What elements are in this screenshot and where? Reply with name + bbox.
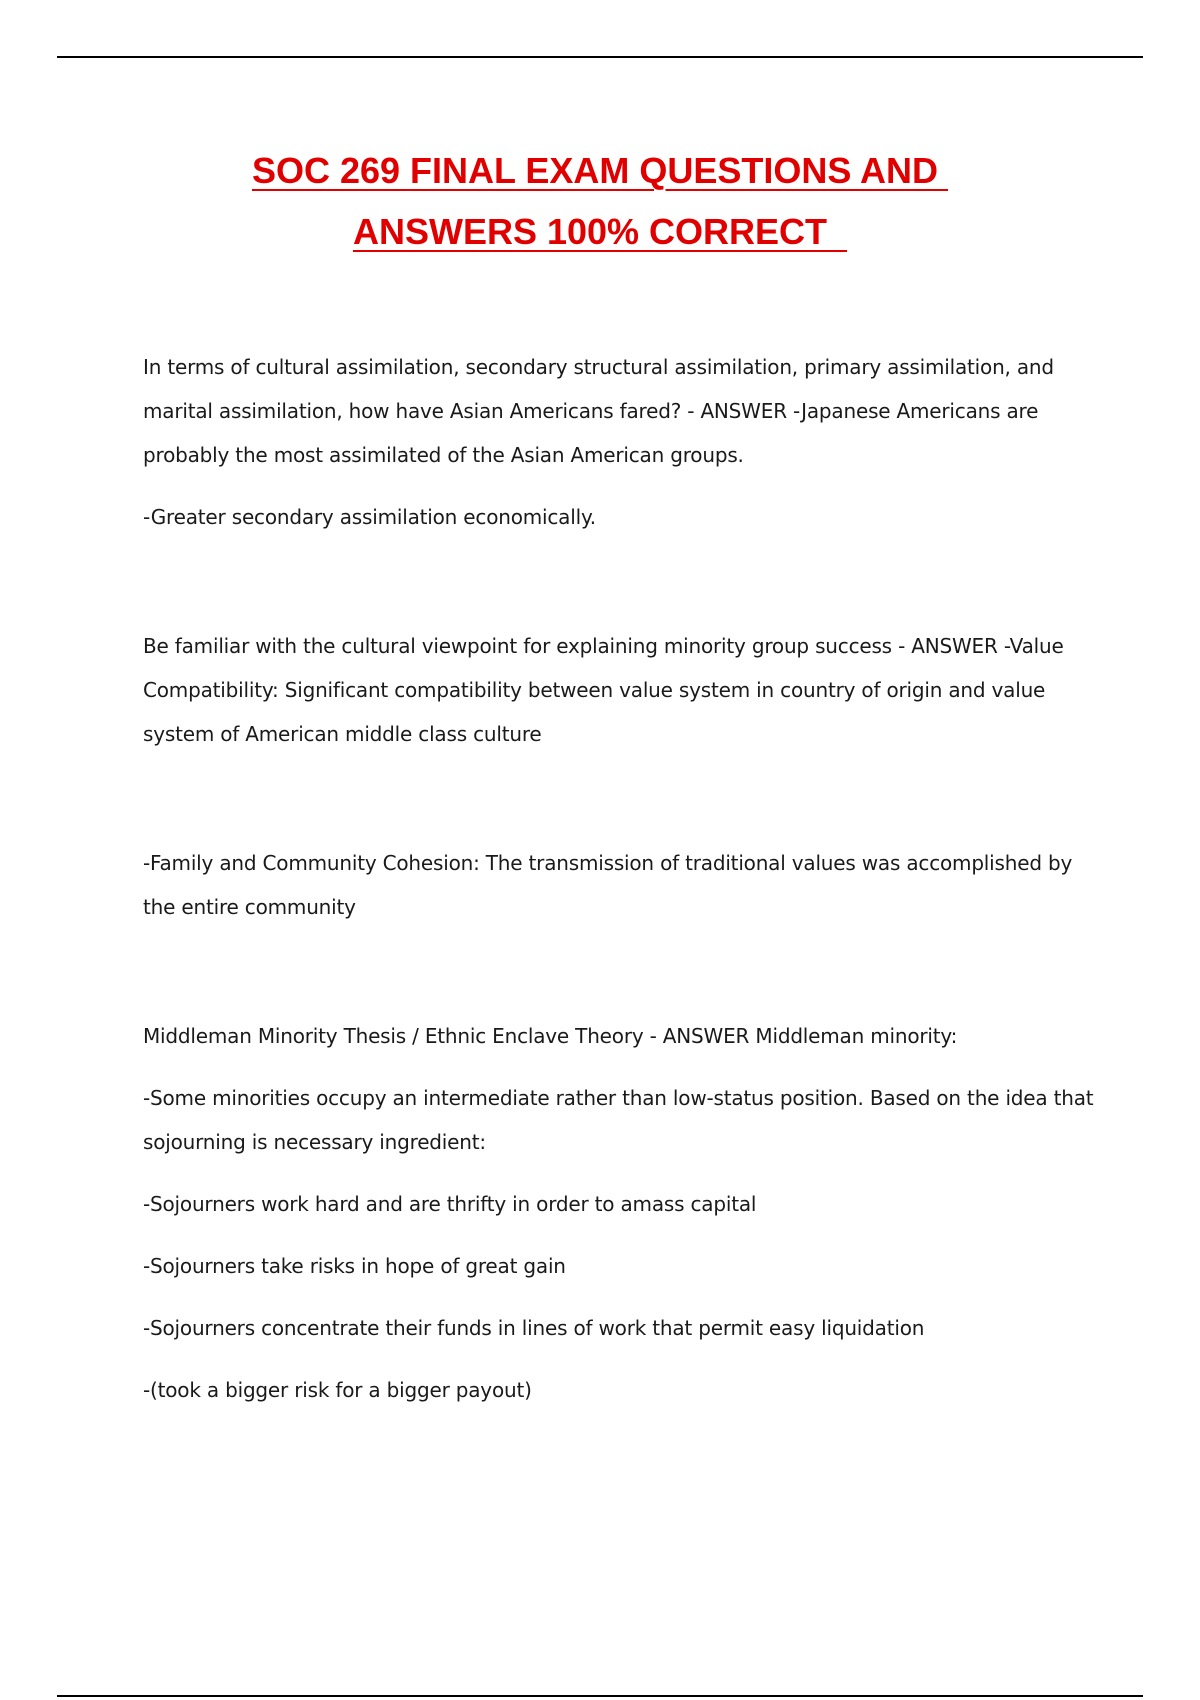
answer-2-point: -Family and Community Cohesion: The transmission of traditional values was accomplished by the entire community bbox=[143, 851, 1073, 919]
answer-3-point-2: -Sojourners work hard and are thrifty in order to amass capital bbox=[143, 1192, 757, 1216]
document-body bbox=[143, 345, 1098, 1412]
answer-3-point-3: -Sojourners take risks in hope of great gain bbox=[143, 1254, 566, 1278]
title-line-2: ANSWERS 100% CORRECT bbox=[352, 211, 848, 252]
bottom-rule bbox=[57, 1695, 1143, 1697]
question-3-text: Middleman Minority Thesis / Ethnic Enclave Theory - ANSWER Middleman minority: bbox=[143, 1024, 958, 1048]
question-2-text: Be familiar with the cultural viewpoint for explaining minority group success - ANSWER -Value Compatibility: Significant compatibility between value system in country of origin and value system of American middle class culture bbox=[143, 634, 1064, 746]
top-rule bbox=[57, 56, 1143, 58]
answer-1-point: -Greater secondary assimilation economically. bbox=[143, 505, 596, 529]
answer-3-point-1: -Some minorities occupy an intermediate rather than low-status position. Based on the idea that sojourning is necessary ingredient: bbox=[143, 1086, 1094, 1154]
answer-3-point-4: -Sojourners concentrate their funds in lines of work that permit easy liquidation bbox=[143, 1316, 925, 1340]
document-title bbox=[0, 140, 1200, 262]
title-line-1: SOC 269 FINAL EXAM QUESTIONS AND bbox=[251, 150, 949, 191]
question-1-text: In terms of cultural assimilation, secondary structural assimilation, primary assimilation, and marital assimilation, how have Asian Americans fared? - ANSWER -Japanese Americans are probably the most assimilated of the Asian American groups. bbox=[143, 355, 1054, 467]
answer-3-point-5: -(took a bigger risk for a bigger payout) bbox=[143, 1378, 532, 1402]
